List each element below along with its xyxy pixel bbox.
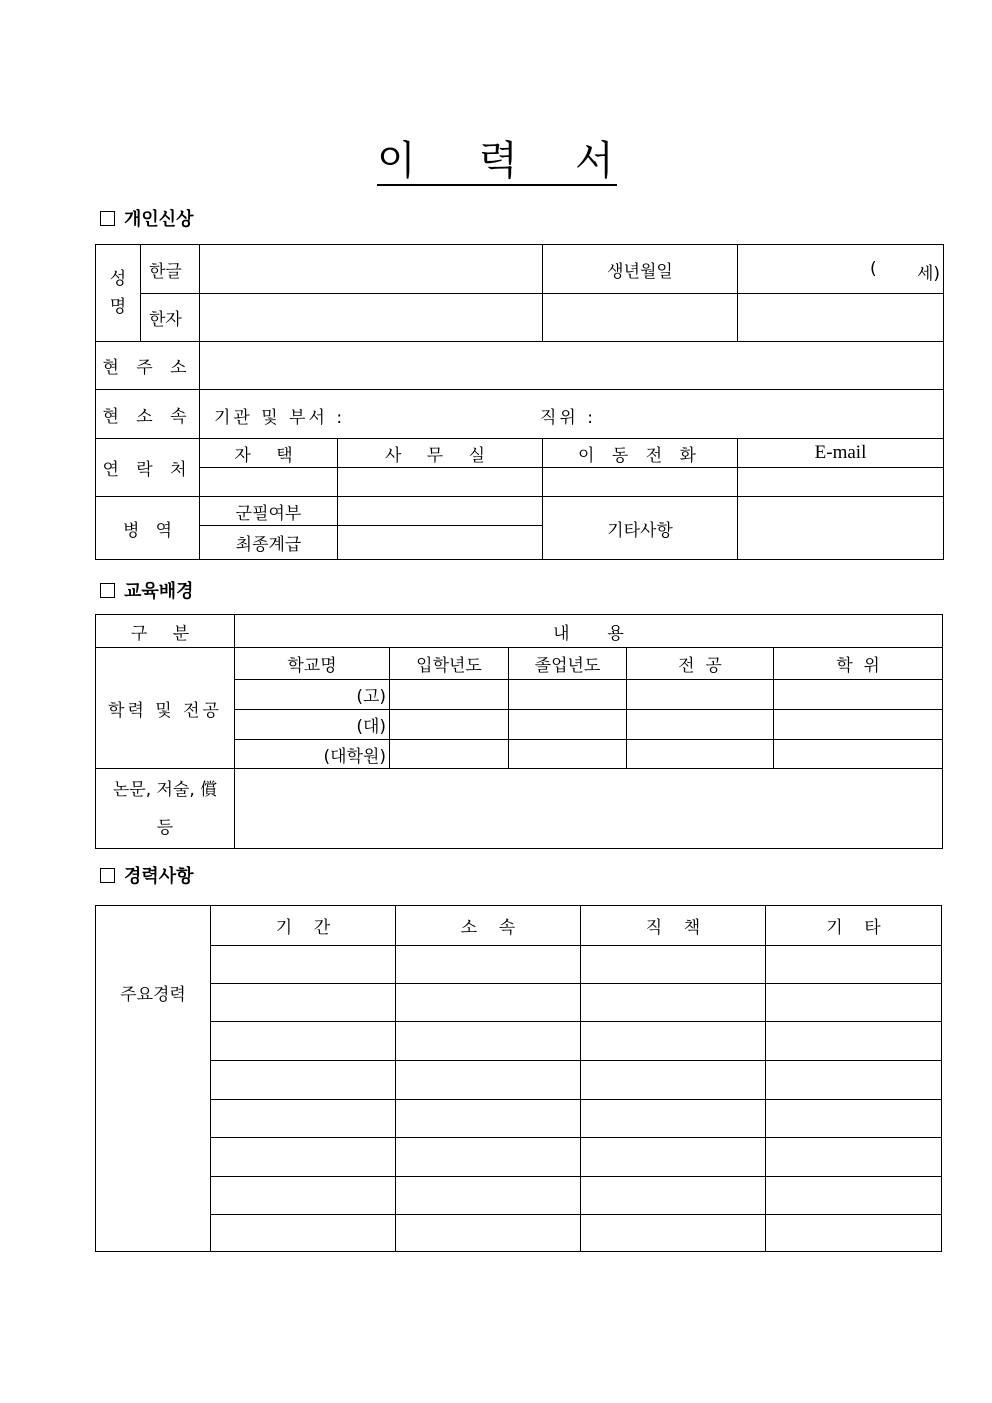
- table-row: [96, 1138, 942, 1177]
- address-label: 현 주 소: [96, 342, 200, 390]
- cell[interactable]: [627, 740, 774, 769]
- level-graduate-school: (대학원): [235, 740, 390, 769]
- cell[interactable]: [581, 1138, 766, 1177]
- cell[interactable]: [766, 1022, 942, 1061]
- cell[interactable]: [396, 1138, 581, 1177]
- office-phone-field[interactable]: [338, 468, 543, 497]
- checkbox-square-icon: [100, 583, 115, 598]
- table-row: [96, 1177, 942, 1215]
- final-rank-field[interactable]: [338, 526, 543, 560]
- table-row: [96, 946, 942, 984]
- cell[interactable]: [211, 1177, 396, 1215]
- military-done-field[interactable]: [338, 497, 543, 526]
- cell[interactable]: [766, 1177, 942, 1215]
- mobile-phone-field[interactable]: [543, 468, 738, 497]
- checkbox-square-icon: [100, 868, 115, 883]
- cell[interactable]: [627, 680, 774, 710]
- cell[interactable]: [581, 1177, 766, 1215]
- degree-header: 학 위: [774, 648, 943, 680]
- cell[interactable]: [211, 946, 396, 984]
- graduation-year-header: 졸업년도: [509, 648, 627, 680]
- cell[interactable]: [774, 740, 943, 769]
- military-done-label: 군필여부: [200, 497, 338, 526]
- cell[interactable]: [396, 1061, 581, 1100]
- papers-label: 논문, 저술, 償 등: [96, 769, 235, 849]
- name-label: 성 명: [96, 245, 141, 342]
- cell[interactable]: [211, 1061, 396, 1100]
- major-header: 전 공: [627, 648, 774, 680]
- career-table: [95, 905, 942, 1252]
- cell[interactable]: [581, 1100, 766, 1138]
- cell[interactable]: [774, 710, 943, 740]
- document-title: [377, 138, 617, 186]
- cell[interactable]: [396, 984, 581, 1022]
- table-row: [96, 984, 942, 1022]
- education-row-label: 학력 및 전공: [96, 648, 235, 769]
- cell[interactable]: [627, 710, 774, 740]
- papers-field[interactable]: [235, 769, 943, 849]
- career-row-label: 주요경력: [96, 906, 211, 1252]
- cell[interactable]: [581, 1215, 766, 1252]
- cell[interactable]: [581, 984, 766, 1022]
- address-field[interactable]: [200, 342, 944, 390]
- empty-cell: [738, 294, 944, 342]
- mobile-phone-header: 이 동 전 화: [543, 439, 738, 468]
- table-row: [96, 1100, 942, 1138]
- title-char: 력: [479, 138, 518, 184]
- home-phone-field[interactable]: [200, 468, 338, 497]
- cell[interactable]: [581, 1022, 766, 1061]
- cell[interactable]: [211, 1138, 396, 1177]
- cell[interactable]: [509, 710, 627, 740]
- office-phone-header: 사 무 실: [338, 439, 543, 468]
- school-name-header: 학교명: [235, 648, 390, 680]
- dept-label: 기관 및 부서 :: [214, 408, 346, 428]
- period-header: 기 간: [211, 906, 396, 946]
- cell[interactable]: [390, 740, 509, 769]
- name-hangul-field[interactable]: [200, 245, 543, 294]
- cell[interactable]: [766, 984, 942, 1022]
- cell[interactable]: [766, 1138, 942, 1177]
- affiliation-label: 현 소 속: [96, 390, 200, 439]
- cell[interactable]: [766, 1061, 942, 1100]
- final-rank-label: 최종계급: [200, 526, 338, 560]
- table-row: [96, 1215, 942, 1252]
- cell[interactable]: [396, 1177, 581, 1215]
- affiliation-field[interactable]: [200, 390, 944, 439]
- other-label: 기타사항: [543, 497, 738, 560]
- empty-cell: [543, 294, 738, 342]
- home-phone-header: 자 택: [200, 439, 338, 468]
- age-open: (: [870, 259, 877, 279]
- title-char: 서: [575, 138, 614, 184]
- cell[interactable]: [766, 1215, 942, 1252]
- level-university: (대): [235, 710, 390, 740]
- cell[interactable]: [396, 946, 581, 984]
- cell[interactable]: [211, 1215, 396, 1252]
- section-personal-title: 개인신상: [100, 208, 194, 232]
- content-header: 내 용: [235, 615, 943, 648]
- section-career-title: 경력사항: [100, 865, 194, 889]
- contact-label: 연 락 처: [96, 439, 200, 497]
- birth-label: 생년월일: [543, 245, 738, 294]
- table-row: [96, 1022, 942, 1061]
- cell[interactable]: [390, 710, 509, 740]
- cell[interactable]: [396, 1100, 581, 1138]
- duty-header: 직 책: [581, 906, 766, 946]
- cell[interactable]: [581, 946, 766, 984]
- cell[interactable]: [509, 680, 627, 710]
- education-table: [95, 614, 943, 849]
- hanja-label: 한자: [141, 294, 200, 342]
- entry-year-header: 입학년도: [390, 648, 509, 680]
- cell[interactable]: [766, 946, 942, 984]
- cell[interactable]: [390, 680, 509, 710]
- etc-header: 기 타: [766, 906, 942, 946]
- cell[interactable]: [774, 680, 943, 710]
- level-high-school: (고): [235, 680, 390, 710]
- birth-field[interactable]: [738, 245, 944, 294]
- other-field[interactable]: [738, 497, 944, 560]
- checkbox-square-icon: [100, 211, 115, 226]
- hangul-label: 한글: [141, 245, 200, 294]
- cell[interactable]: [581, 1061, 766, 1100]
- email-field[interactable]: [738, 468, 944, 497]
- military-label: 병 역: [96, 497, 200, 560]
- cell[interactable]: [509, 740, 627, 769]
- category-header: 구 분: [96, 615, 235, 648]
- cell[interactable]: [766, 1100, 942, 1138]
- name-hanja-field[interactable]: [200, 294, 543, 342]
- age-suffix: 세): [916, 264, 940, 284]
- section-education-title: 교육배경: [100, 580, 194, 604]
- cell[interactable]: [396, 1022, 581, 1061]
- cell[interactable]: [211, 1022, 396, 1061]
- position-label: 직위 :: [540, 408, 596, 428]
- email-header: E-mail: [738, 439, 944, 468]
- cell[interactable]: [211, 1100, 396, 1138]
- title-char: 이: [377, 138, 416, 184]
- cell[interactable]: [211, 984, 396, 1022]
- affiliation-header: 소 속: [396, 906, 581, 946]
- table-row: [96, 1061, 942, 1100]
- personal-info-table: [95, 244, 944, 560]
- cell[interactable]: [396, 1215, 581, 1252]
